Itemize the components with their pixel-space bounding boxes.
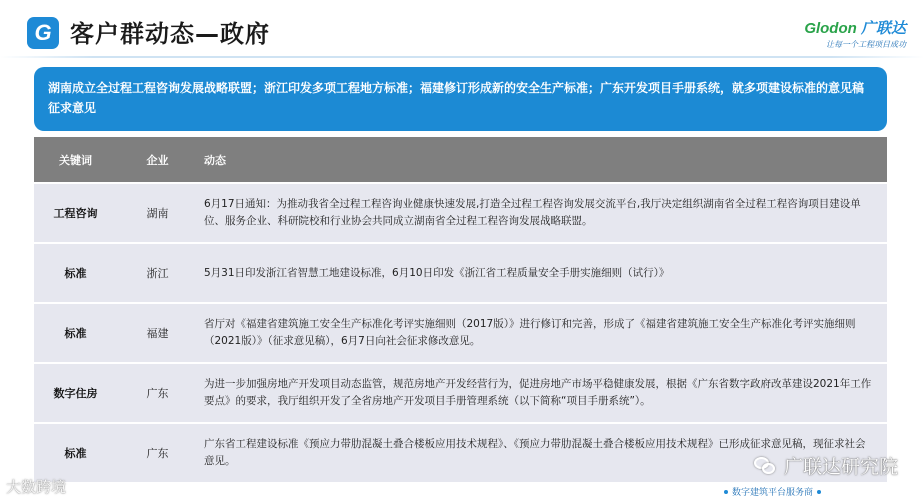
header-divider xyxy=(0,56,924,58)
row-keyword: 标准 xyxy=(64,327,87,340)
header-news: 动态 xyxy=(204,153,226,167)
row-news: 广东省工程建设标准《预应力带肋混凝土叠合楼板应用技术规程》、《预应力带肋混凝土叠合楼板应用技术规程》已形成征求意见稿，现征求社会意见。 xyxy=(204,438,866,467)
dynamics-table xyxy=(34,137,887,482)
footer-text: 数字建筑平台服务商 xyxy=(732,488,814,498)
row-news: 为进一步加强房地产开发项目动态监管，规范房地产开发经营行为，促进房地产市场平稳健康发展，根据《广东省数字政府改革建设2021年工作要点》的要求，我厅组织开发了全省房地产开发项目手册管理系统（以下简称“项目手册系统”）。 xyxy=(204,378,872,407)
brand-name xyxy=(804,17,906,38)
row-company: 浙江 xyxy=(146,267,169,280)
table-row xyxy=(34,302,887,362)
header-company: 企业 xyxy=(146,153,169,167)
table-header xyxy=(34,137,887,182)
wechat-icon xyxy=(754,457,776,475)
footer-dot-icon xyxy=(724,490,728,494)
row-company: 广东 xyxy=(146,447,169,460)
brand-name-chinese: 广联达 xyxy=(860,20,906,37)
brand-name-latin: Glodon xyxy=(804,20,857,37)
slide-header xyxy=(0,0,924,62)
row-news: 省厅对《福建省建筑施工安全生产标准化考评实施细则（2017版）》进行修订和完善，形成了《福建省建筑施工安全生产标准化考评实施细则（2021版）》（征求意见稿），6月7日向社会征求修改意见。 xyxy=(204,318,856,347)
row-news: 6月17日通知：为推动我省全过程工程咨询业健康快速发展,打造全过程工程咨询发展交流平台,我厅决定组织湖南省全过程工程咨询项目建设单位、服务企业、科研院校和行业协会共同成立湖南省全过程工程咨询发展战略联盟。 xyxy=(204,198,861,227)
header-keyword: 关键词 xyxy=(59,153,92,167)
watermark-left: 大数跨境 xyxy=(6,478,67,496)
table-row xyxy=(34,362,887,422)
row-company: 广东 xyxy=(146,387,169,400)
watermark-right-text: 广联达研究院 xyxy=(783,456,898,478)
table-row xyxy=(34,242,887,302)
watermark-right xyxy=(754,452,898,479)
row-company: 湖南 xyxy=(146,207,169,220)
row-keyword: 标准 xyxy=(64,267,87,280)
row-keyword: 工程咨询 xyxy=(53,207,98,220)
table-row xyxy=(34,182,887,242)
row-keyword: 数字住房 xyxy=(53,387,98,400)
row-keyword: 标准 xyxy=(64,447,87,460)
page-title: 客户群动态—政府 xyxy=(70,20,270,48)
summary-banner: 湖南成立全过程工程咨询发展战略联盟；浙江印发多项工程地方标准；福建修订形成新的安全生产标准；广东开发项目手册系统，就多项建设标准的意见稿征求意见 xyxy=(34,67,887,131)
row-news: 5月31日印发浙江省智慧工地建设标准，6月10日印发《浙江省工程质量安全手册实施细则（试行）》 xyxy=(204,266,670,279)
row-company: 福建 xyxy=(146,327,169,340)
brand-tagline: 让每一个工程项目成功 xyxy=(826,40,906,49)
glodon-g-logo: G xyxy=(27,17,59,49)
footer-dot-icon xyxy=(817,490,821,494)
slide-footer xyxy=(724,485,821,498)
brand-logo xyxy=(804,17,906,50)
